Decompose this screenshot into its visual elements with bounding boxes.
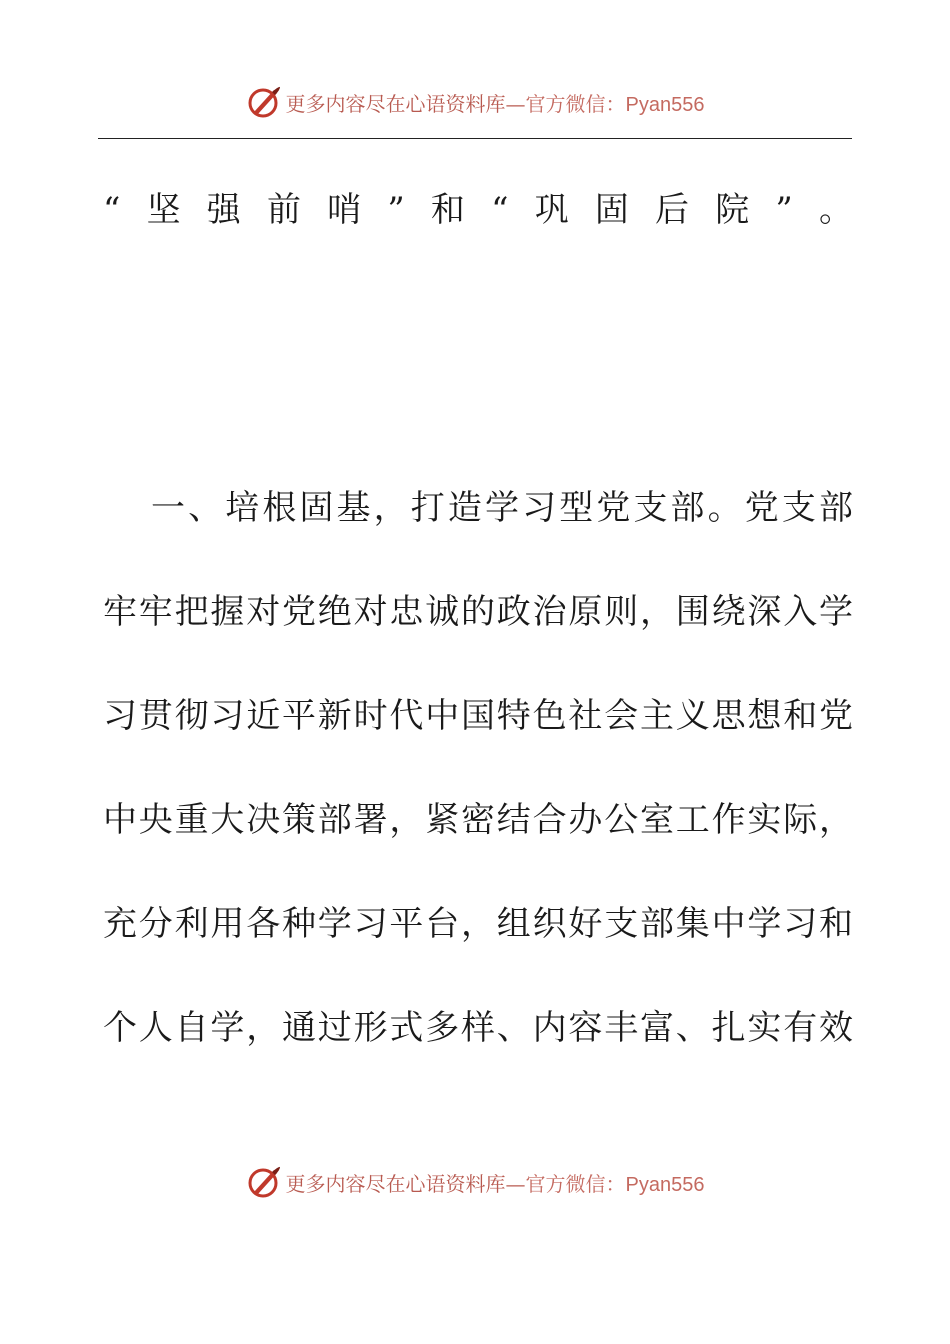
banner-wechat-label: 官方微信： [525,91,626,116]
banner-dash: — [505,91,526,116]
body-line-3: 牢牢把握对党绝对忠诚的政治原则，围绕深入学 [103,592,853,632]
quill-logo-icon [246,1164,282,1200]
banner-dash: — [505,1171,526,1196]
body-line-1: “坚强前哨”和“巩固后院”。 [103,190,853,230]
header-divider [98,138,852,139]
footer-banner [0,1162,950,1202]
body-line-7: 个人自学，通过形式多样、内容丰富、扎实有效 [103,1008,853,1048]
banner-brand: 更多内容尽在心语资料库 [285,91,506,116]
banner-wechat-id: Pyan556 [625,93,705,116]
header-banner [0,82,950,122]
body-line-5: 中央重大决策部署，紧密结合办公室工作实际， [103,800,853,840]
banner-text [286,88,705,117]
banner-text [286,1168,705,1197]
banner-wechat-label: 官方微信： [525,1171,626,1196]
body-line-2: 一、培根固基，打造学习型党支部。党支部 [151,488,853,528]
banner-wechat-id: Pyan556 [625,1173,705,1196]
quill-logo-icon [246,84,282,120]
body-line-6: 充分利用各种学习平台，组织好支部集中学习和 [103,904,853,944]
body-line-4: 习贯彻习近平新时代中国特色社会主义思想和党 [103,696,853,736]
banner-brand: 更多内容尽在心语资料库 [285,1171,506,1196]
